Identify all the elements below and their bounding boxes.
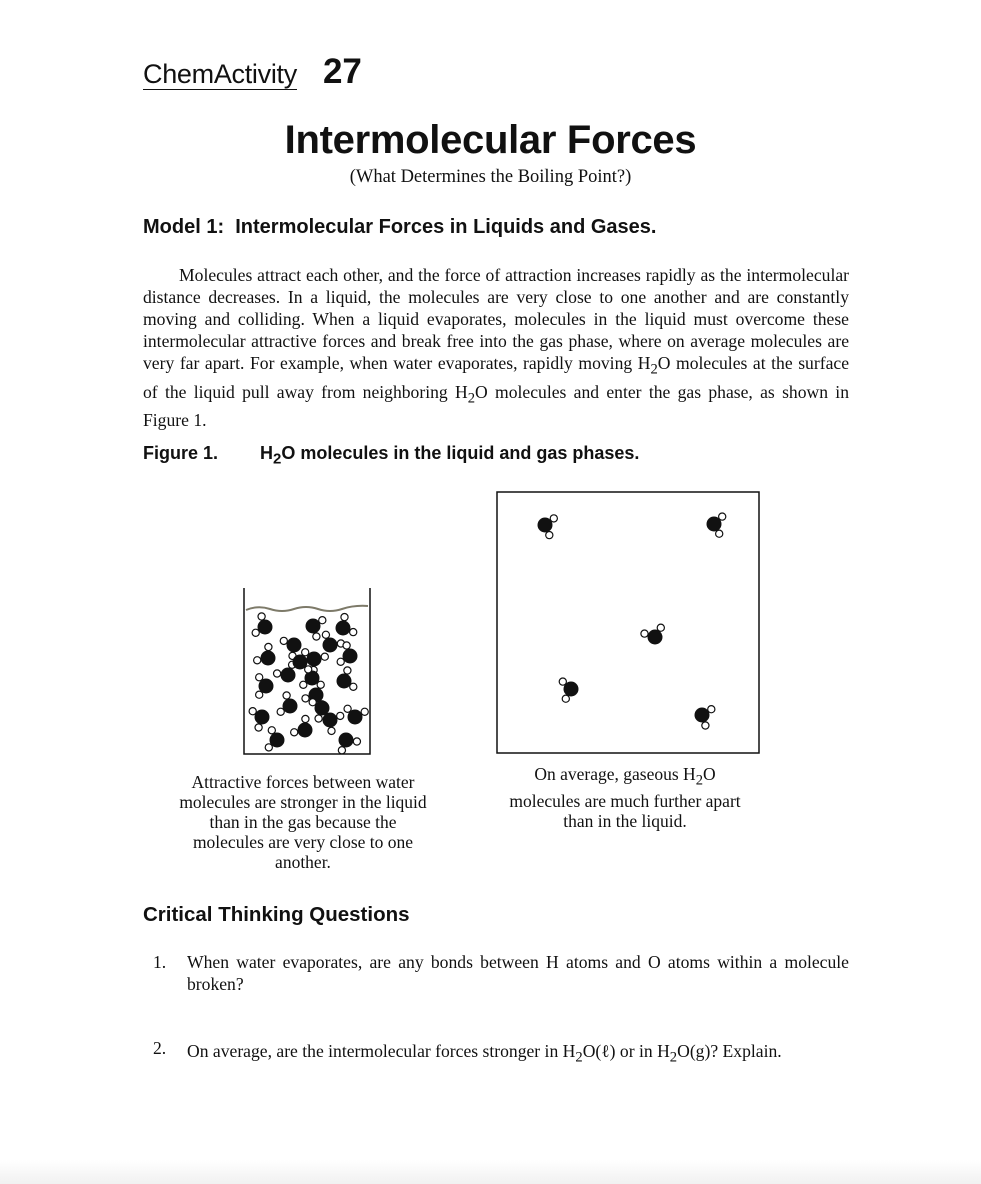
hydrogen-atom bbox=[350, 683, 357, 690]
oxygen-atom bbox=[337, 674, 352, 689]
subscript-2: 2 bbox=[669, 1049, 678, 1066]
water-molecule bbox=[337, 667, 357, 691]
page-subtitle: (What Determines the Boiling Point?) bbox=[349, 167, 632, 187]
gas-box-diagram bbox=[497, 492, 759, 753]
hydrogen-atom bbox=[254, 657, 261, 664]
hydrogen-atom bbox=[338, 747, 345, 754]
oxygen-atom bbox=[306, 619, 321, 634]
hydrogen-atom bbox=[302, 715, 309, 722]
paragraph-text: O molecules and enter the gas phase, as shown in Figure 1. bbox=[143, 381, 849, 431]
subscript-2: 2 bbox=[650, 361, 658, 378]
question-2 bbox=[153, 1037, 849, 1072]
oxygen-atom bbox=[298, 723, 313, 738]
oxygen-atom bbox=[259, 679, 274, 694]
hydrogen-atom bbox=[274, 670, 281, 677]
water-molecule bbox=[538, 515, 558, 539]
page-title: Intermolecular Forces bbox=[284, 118, 697, 162]
water-molecule bbox=[274, 661, 296, 682]
hydrogen-atom bbox=[344, 667, 351, 674]
oxygen-atom bbox=[648, 630, 663, 645]
hydrogen-atom bbox=[309, 699, 316, 706]
water-molecule bbox=[300, 671, 325, 689]
ctq-heading: Critical Thinking Questions bbox=[143, 903, 410, 926]
hydrogen-atom bbox=[319, 617, 326, 624]
water-molecule bbox=[254, 643, 276, 665]
oxygen-atom bbox=[315, 701, 330, 716]
oxygen-atom bbox=[695, 708, 710, 723]
hydrogen-atom bbox=[562, 695, 569, 702]
hydrogen-atom bbox=[252, 629, 259, 636]
hydrogen-atom bbox=[313, 633, 320, 640]
question-text-part: O(ℓ) or in H bbox=[582, 1041, 670, 1061]
gas-caption bbox=[508, 764, 742, 831]
hydrogen-atom bbox=[268, 727, 275, 734]
hydrogen-atom bbox=[341, 614, 348, 621]
hydrogen-atom bbox=[249, 708, 256, 715]
water-molecule bbox=[641, 624, 665, 644]
paragraph-text: O molecules at the surface of the liquid pull away from neighboring H bbox=[143, 353, 849, 402]
subscript-2: 2 bbox=[695, 772, 703, 789]
water-molecule bbox=[559, 678, 578, 702]
gas-caption-text: On average, gaseous H bbox=[534, 764, 696, 784]
hydrogen-atom bbox=[657, 624, 664, 631]
question-text: When water evaporates, are any bonds between H atoms and O atoms within a molecule broken? bbox=[187, 952, 849, 994]
water-molecule bbox=[323, 712, 344, 734]
water-molecule bbox=[695, 706, 715, 730]
activity-label: ChemActivity bbox=[143, 59, 297, 89]
subscript-2: 2 bbox=[467, 390, 476, 407]
hydrogen-atom bbox=[265, 643, 272, 650]
oxygen-atom bbox=[258, 620, 273, 635]
hydrogen-atom bbox=[337, 712, 344, 719]
hydrogen-atom bbox=[337, 658, 344, 665]
activity-number: 27 bbox=[322, 52, 362, 91]
oxygen-atom bbox=[343, 649, 358, 664]
hydrogen-atom bbox=[256, 691, 263, 698]
water-molecule bbox=[707, 513, 726, 537]
oxygen-atom bbox=[270, 733, 285, 748]
figure-title-text: H bbox=[260, 443, 273, 463]
hydrogen-atom bbox=[277, 708, 284, 715]
figure-title-text: O molecules in the liquid and gas phases. bbox=[281, 443, 640, 463]
hydrogen-atom bbox=[353, 738, 360, 745]
oxygen-atom bbox=[283, 699, 298, 714]
water-molecule bbox=[256, 674, 274, 699]
water-molecule bbox=[265, 727, 284, 751]
water-molecule bbox=[252, 613, 272, 637]
water-molecule bbox=[249, 708, 269, 732]
hydrogen-atom bbox=[321, 653, 328, 660]
hydrogen-atom bbox=[361, 708, 368, 715]
oxygen-atom bbox=[538, 518, 553, 533]
oxygen-atom bbox=[293, 655, 308, 670]
gas-caption-text: O molecules are much further apart than in the liquid. bbox=[509, 764, 741, 831]
oxygen-atom bbox=[323, 638, 338, 653]
oxygen-atom bbox=[336, 621, 351, 636]
hydrogen-atom bbox=[283, 692, 290, 699]
hydrogen-atom bbox=[300, 681, 307, 688]
water-molecule bbox=[336, 614, 357, 636]
water-molecule bbox=[344, 705, 368, 724]
oxygen-atom bbox=[255, 710, 270, 725]
paragraph-text: Molecules attract each other, and the force of attraction increases rapidly as the intermolecular distance decreases. In a liquid, the molecules are very close to one another and are constantly moving and colliding. When a liquid evaporates, molecules in the liquid must overcome these intermolecular attractive forces and break free into the gas phase, where on average molecules are very far apart. For example, when water evaporates, rapidly moving H bbox=[143, 265, 849, 373]
subscript-2: 2 bbox=[273, 450, 282, 468]
question-text-part: On average, are the intermolecular forces stronger in H bbox=[187, 1041, 576, 1061]
hydrogen-atom bbox=[280, 637, 287, 644]
hydrogen-atom bbox=[546, 532, 553, 539]
oxygen-atom bbox=[348, 710, 363, 725]
water-molecule bbox=[338, 733, 360, 754]
oxygen-atom bbox=[261, 651, 276, 666]
liquid-caption: Attractive forces between water molecules are stronger in the liquid than in the gas because the molecules are very close to one another. bbox=[179, 772, 427, 872]
hydrogen-atom bbox=[256, 674, 263, 681]
oxygen-atom bbox=[339, 733, 354, 748]
page-bottom-edge bbox=[0, 1160, 981, 1184]
oxygen-atom bbox=[564, 682, 579, 697]
hydrogen-atom bbox=[350, 629, 357, 636]
hydrogen-atom bbox=[708, 706, 715, 713]
question-number: 1. bbox=[153, 952, 167, 972]
hydrogen-atom bbox=[328, 727, 335, 734]
hydrogen-atom bbox=[302, 695, 309, 702]
water-molecule bbox=[291, 715, 313, 737]
gas-molecules bbox=[538, 513, 726, 729]
hydrogen-atom bbox=[716, 530, 723, 537]
question-text bbox=[187, 1037, 849, 1072]
hydrogen-atom bbox=[322, 631, 329, 638]
hydrogen-atom bbox=[291, 729, 298, 736]
hydrogen-atom bbox=[702, 722, 709, 729]
question-number: 2. bbox=[153, 1038, 167, 1058]
question-1 bbox=[153, 951, 849, 995]
hydrogen-atom bbox=[302, 649, 309, 656]
hydrogen-atom bbox=[343, 642, 350, 649]
oxygen-atom bbox=[281, 668, 296, 683]
model-heading: Model 1: Intermolecular Forces in Liquids and Gases. bbox=[143, 216, 657, 238]
oxygen-atom bbox=[707, 517, 722, 532]
question-text-part: O(g)? Explain. bbox=[677, 1041, 782, 1061]
hydrogen-atom bbox=[641, 630, 648, 637]
hydrogen-atom bbox=[258, 613, 265, 620]
water-molecule bbox=[277, 692, 297, 716]
beaker-diagram bbox=[244, 588, 370, 754]
hydrogen-atom bbox=[317, 681, 324, 688]
figure-number: Figure 1. bbox=[143, 443, 219, 463]
hydrogen-atom bbox=[255, 724, 262, 731]
oxygen-atom bbox=[287, 638, 302, 653]
hydrogen-atom bbox=[315, 715, 322, 722]
liquid-surface bbox=[246, 606, 368, 611]
liquid-molecules bbox=[249, 613, 368, 754]
subscript-2: 2 bbox=[575, 1049, 583, 1066]
